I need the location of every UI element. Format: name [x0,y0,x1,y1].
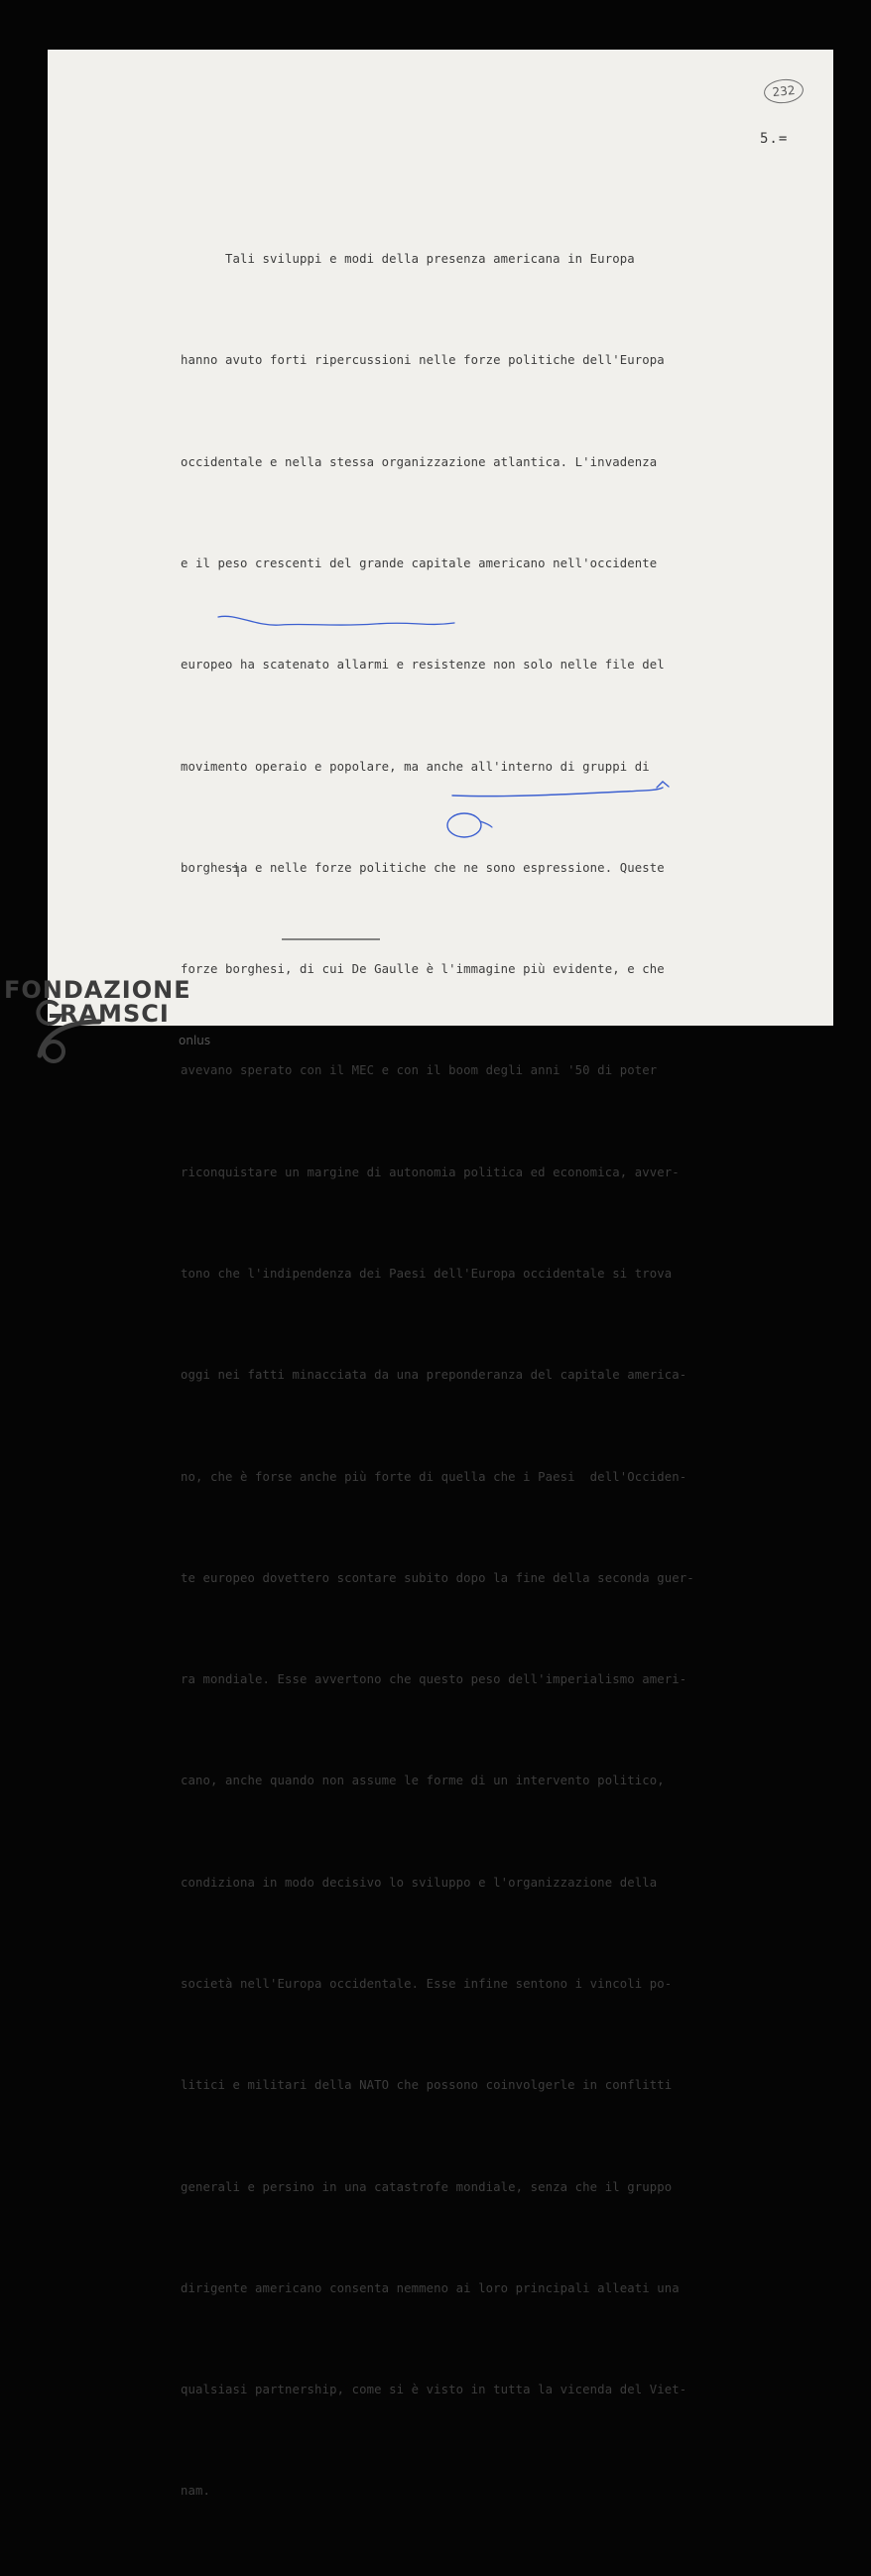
watermark-line1: FONDAZIONE [4,976,191,1004]
text-line: società nell'Europa occidentale. Esse infine sentono i vincoli po- [181,1976,673,1991]
text-line: ra mondiale. Esse avvertono che questo peso dell'imperialismo ameri- [181,1672,687,1687]
text-line: borghesia e nelle forze politiche che ne sono espressione. Queste [181,860,665,875]
text-line: dirigente americano consenta nemmeno ai loro principali alleati una [181,2280,680,2295]
text-line: condiziona in modo decisivo lo sviluppo e l'organizzazione della [181,1875,658,1890]
text-line: avevano sperato con il MEC e con il boom degli anni '50 di poter [181,1063,658,1078]
watermark-line2: RAMSCI [60,1000,170,1028]
text-line: europeo ha scatenato allarmi e resistenze non solo nelle file del [181,658,665,673]
text-line: generali e persino in una catastrofe mondiale, senza che il gruppo [181,2179,673,2194]
text-line: te europeo dovettero scontare subito dopo la fine della seconda guer- [181,1570,694,1585]
swoosh-icon [34,1016,113,1059]
watermark-subtitle: onlus [179,1034,211,1047]
text-line: occidentale e nella stessa organizzazione atlantica. L'invadenza [181,454,658,469]
text-line: hanno avuto forti ripercussioni nelle forze politiche dell'Europa [181,353,665,368]
text-line: cano, anche quando non assume le forme di un intervento politico, [181,1774,665,1788]
text-line: riconquistare un margine di autonomia politica ed economica, avver- [181,1165,680,1179]
text-line: e il peso crescenti del grande capitale americano nell'occidente [181,556,658,571]
typed-text-body [181,175,806,2576]
text-line: no, che è forse anche più forte di quella che i Paesi dell'Occiden- [181,1469,687,1484]
archive-number-stamp: 232 [763,77,805,105]
text-line: tono che l'indipendenza dei Paesi dell'Europa occidentale si trova [181,1267,673,1281]
text-line: qualsiasi partnership, come si è visto in tutta la vicenda del Viet- [181,2383,687,2397]
text-line: oggi nei fatti minacciata da una preponderanza del capitale america- [181,1368,687,1383]
text-line: forze borghesi, di cui De Gaulle è l'immagine più evidente, e che [181,962,665,977]
text-line: litici e militari della NATO che possono coinvolgerle in conflitti [181,2078,673,2093]
page-number: 5.= [760,131,789,147]
text-line: nam. [181,2484,211,2499]
text-line: Tali sviluppi e modi della presenza americana in Europa [181,252,635,267]
text-line: movimento operaio e popolare, ma anche all'interno di gruppi di [181,759,650,774]
fondazione-gramsci-watermark [4,976,222,1065]
